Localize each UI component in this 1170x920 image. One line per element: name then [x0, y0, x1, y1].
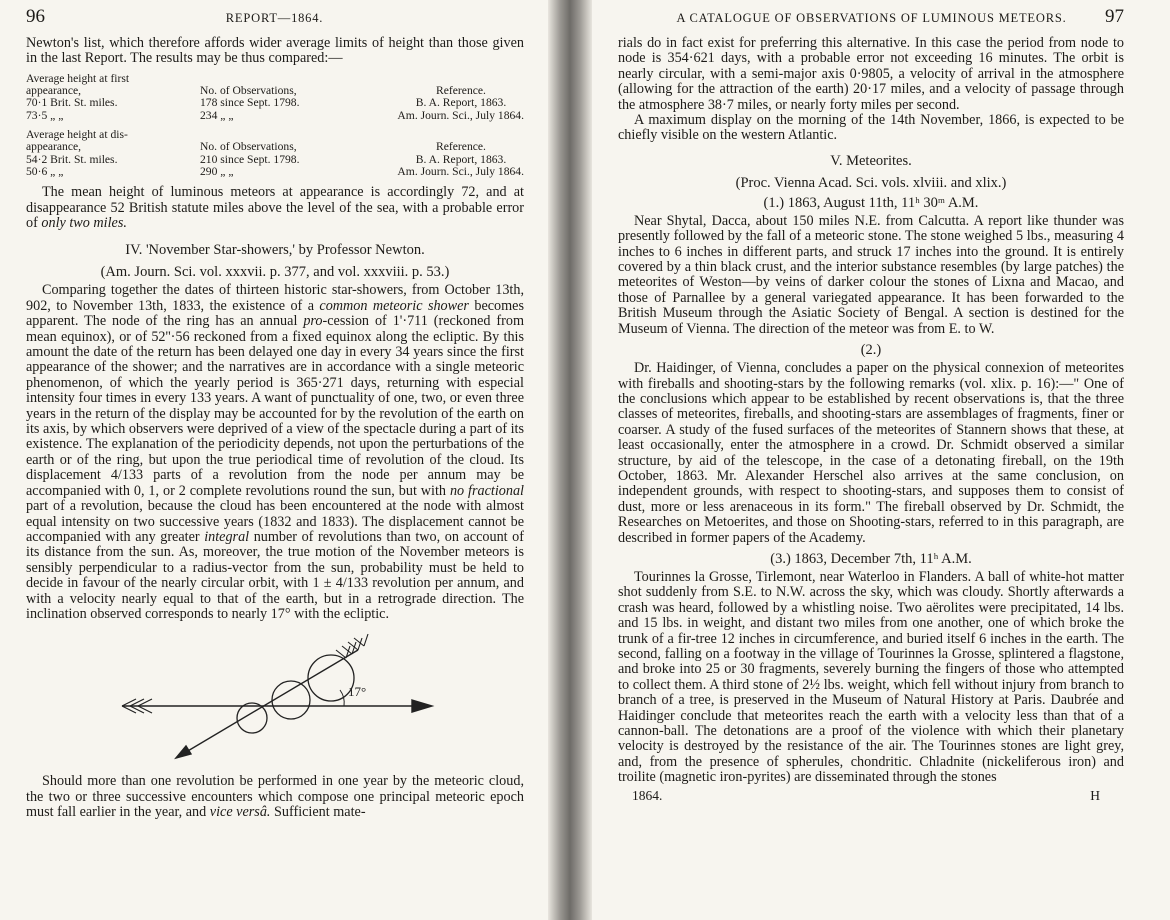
table-cell: 178 since Sept. 1798. [200, 96, 300, 110]
inclination-label: 17° [348, 684, 367, 700]
table-header-cell: No. of Observations, [200, 140, 297, 154]
right-running-head [618, 6, 1124, 26]
orbit-diagram-svg [26, 628, 524, 768]
table-cell: B. A. Report, 1863. [415, 152, 507, 166]
entry-3-heading: (3.) 1863, December 7th, 11ʰ A.M. [770, 550, 972, 567]
table-header-cell: Average height at dis- appearance, [26, 128, 128, 154]
table-cell: 234 „ „ [200, 108, 234, 122]
closing-paragraph: Should more than one revolution be performed in one year by the meteoric cloud, the two or three successive encounters which compose one principal meteoric epoch must fall earlier in the year, and vice versâ. Sufficient mate- [26, 773, 524, 821]
orbit-diagram [26, 628, 524, 768]
table-header-cell: No. of Observations, [200, 84, 297, 98]
section-iv-heading: IV. 'November Star-showers,' by Professor Newton. [125, 242, 425, 259]
table-cell: 70·1 Brit. St. miles. [26, 96, 118, 110]
right-running-title: A CATALOGUE OF OBSERVATIONS OF LUMINOUS METEORS. [676, 11, 1067, 25]
table-row [26, 97, 524, 109]
intro-paragraph: Newton's list, which therefore affords wider average limits of height than those given in the last Report. The results may be thus compared:— [26, 35, 524, 67]
table-cell: 50·6 „ „ [26, 164, 64, 178]
table-row [26, 110, 524, 122]
section-v-heading: V. Meteorites. [830, 152, 912, 169]
right-page [592, 0, 1170, 920]
book-gutter [548, 0, 592, 920]
table-cell: 54·2 Brit. St. miles. [26, 152, 118, 166]
entry-2-heading: (2.) [860, 342, 882, 359]
table-cell: B. A. Report, 1863. [415, 96, 507, 110]
section-iv-source: (Am. Journ. Sci. vol. xxxvii. p. 377, and vol. xxxviii. p. 53.) [100, 264, 450, 281]
left-page [0, 0, 548, 920]
continuation-paragraph: rials do in fact exist for preferring this alternative. In this case the period from node to node is 354·621 days, with a probable error not exceeding 16 minutes. The orbit is nearly circular, with a semi-major axis 0·9805, a velocity of arrival in the atmosphere (allowing for the attraction of the earth) 20·17 miles, and a velocity of passage through the atmosphere 38·7 miles, or nearly forty miles per second. [618, 35, 1124, 113]
footer-year: 1864. [632, 787, 663, 803]
table-header-cell: Average height at first appearance, [26, 71, 130, 98]
left-running-title: REPORT—1864. [225, 11, 324, 25]
disappearance-table [26, 129, 524, 178]
section-v-source: (Proc. Vienna Acad. Sci. vols. xlviii. and xlix.) [735, 174, 1007, 191]
mean-height-paragraph: The mean height of luminous meteors at appearance is accordingly 72, and at disappearance 52 British statute miles above the level of the sea, with a probable error of only two miles. [26, 184, 524, 231]
signature-mark: H [1090, 787, 1100, 803]
cloud-circles [237, 655, 354, 733]
ecliptic-arrow [122, 699, 432, 713]
entry-1-paragraph: Near Shytal, Dacca, about 150 miles N.E. from Calcutta. A report like thunder was presently followed by the fall of a meteoric stone. The stone weighed 5 lbs., measuring 4 inches to 6 inches in different parts, and struck 17 inches into the ground. It is entirely covered by a thin black crust, and the interior substance resembles (by large patches) the meteorites of Weston—by veins of darker colour the stones of Lixna and Macao, and those of Parnallee by a general variegated appearance. It has been forwarded to the British Museum through the Asiatic Society of Bengal. A section is destined for the Museum of Vienna. The direction of the meteor was from E. to W. [618, 212, 1124, 337]
table-header-cell: Reference. [436, 140, 486, 154]
table-row [26, 166, 524, 178]
height-comparison-table [26, 73, 524, 178]
entry-2-paragraph: Dr. Haidinger, of Vienna, concludes a paper on the physical connexion of meteorites with fireballs and shooting-stars by the following remarks (vol. xlix. p. 16):—" One of the conclusions which appear to be established by recent observations is, that the three classes of meteorites, fireballs, and shooting-stars are assemblages of fragments, finer or coarser. A study of the fused surfaces of the meteorites of Stannern shows that these, at least occasionally, enter the atmosphere in a crowd. Dr. Schmidt observed a similar structure, by aid of the telescope, in the case of a detonating fireball, on the 19th October, 1863. Mr. Alexander Herschel also arrives at the same conclusion, on independent grounds, with respect to shooting-stars, and supposes them to consist of dust, more or less arenaceous in its form." The fireball observed by Dr. Schmidt, the Researches on Metoerites, and those on Shooting-stars, referred to in this paragraph, are described in former papers of the Academy. [618, 360, 1124, 546]
table-cell: 290 „ „ [200, 164, 234, 178]
page-footer [618, 788, 1124, 804]
right-page-number: 97 [1105, 6, 1124, 27]
table-header-cell: Reference. [436, 84, 486, 98]
left-running-head [26, 6, 524, 26]
maximum-display-paragraph: A maximum display on the morning of the 14th November, 1866, is expected to be chiefly visible on the western Atlantic. [618, 112, 1124, 144]
table-cell: Am. Journ. Sci., July 1864. [397, 164, 524, 178]
table-cell: 73·5 „ „ [26, 108, 64, 122]
left-page-number: 96 [26, 6, 45, 27]
appearance-table [26, 73, 524, 122]
entry-1-heading: (1.) 1863, August 11th, 11ʰ 30ᵐ A.M. [763, 194, 979, 211]
table-cell: Am. Journ. Sci., July 1864. [397, 108, 524, 122]
entry-3-paragraph: Tourinnes la Grosse, Tirlemont, near Waterloo in Flanders. A ball of white-hot matter shot suddenly from S.E. to N.W. across the sky, which was cloudy. Shortly afterwards a crash was heard, followed by a whistling noise. Two aërolites were precipitated, 14 lbs. and 15 lbs. in weight, and distant two miles from one another, one of which broke the trunk of a fir-tree 12 inches in circumference, and buried itself 6 inches in the earth. The second, falling on a footway in the village of Tourinnes la Grosse, splintered a flagstone, and broke into 25 or 30 fragments, severely burning the fingers of those who attempted to collect them. A third stone of 2½ lbs. weight, which fell without injury from branch to branch of a tree, is preserved in the Museum of Natural History at Paris. Daubrée and Haidinger conclude that meteorites reach the earth with a velocity less than that of a cannon-ball. The detonations are a proof of the violence with which their planetary velocity is destroyed by the resistance of the air. The Tourinnes stones are light grey, and, from the presence of spherules, chondritic. Chladnite (nickeliferous iron) and troilite (magnetic iron-pyrites) are disseminated through the stones [618, 568, 1124, 786]
table-cell: 210 since Sept. 1798. [200, 152, 300, 166]
newton-paragraph: Comparing together the dates of thirteen historic star-showers, from October 13th, 902, to November 13th, 1833, the existence of a common meteoric shower becomes apparent. The node of the ring has an annual pro-cession of 1'·711 (reckoned from mean equinox), or of 52''·56 reckoned from a fixed equinox along the ecliptic. By this amount the date of the return has been delayed one day in every 34 years since the first appearance of the shower; and the narratives are in accordance with a single meteoric phenomenon, of which the yearly period is 365·271 days, returning with especial intensity four times in every 133 years. A want of punctuality of one, two, or even three years in the return of the display may be accounted for by the revolution of the earth on its axis, by which observers were deprived of a view of the spectacle during a part of its existence. The explanation of the periodicity depends, not upon the perturbations of the earth or of the ring, but upon the true periodical time of revolution of the cloud. Its displacement 4/133 parts of a revolution from the node per annum may be accompanied with 0, 1, or 2 complete revolutions round the sun, but with no fractional part of a revolution, because the cloud has been encountered at the node with almost equal intensity on two successive years (1832 and 1833). The displacement cannot be accompanied with any greater integral number of revolutions than two, on account of its distance from the sun. As, moreover, the true motion of the November meteors is sensibly perpendicular to a radius-vector from the sun, probability must be held to decide in favour of the nearly circular orbit, with 1 ± 4/133 revolution per annum, and with a velocity nearly equal to that of the earth, but in a retrograde direction. The inclination observed corresponds to nearly 17° with the ecliptic. [26, 282, 525, 622]
